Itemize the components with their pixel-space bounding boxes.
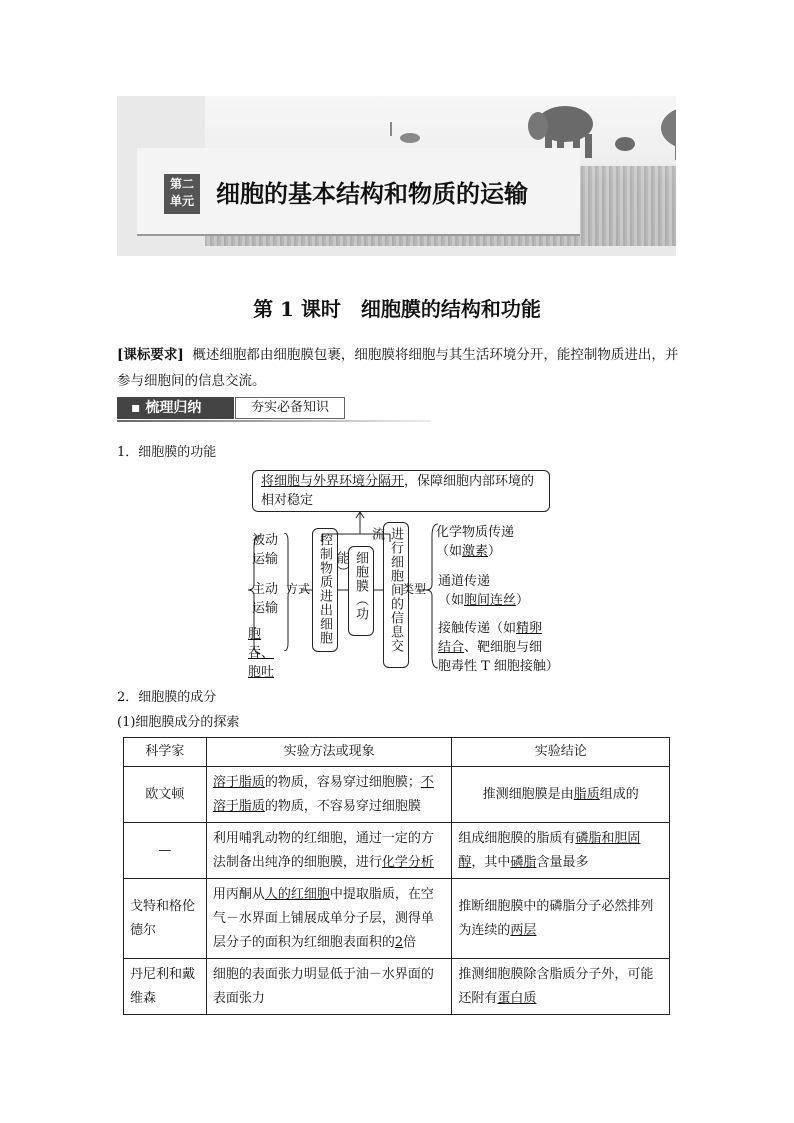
exchange-box: 进行细胞间的信息交流 bbox=[383, 522, 409, 668]
unit-badge-line1: 第二 bbox=[169, 177, 194, 191]
conclusion-text: 组成细胞膜的脂质有 bbox=[458, 830, 576, 846]
conclusion-cell bbox=[452, 767, 670, 823]
conclusion-cell bbox=[452, 879, 670, 959]
method-text: 倍 bbox=[403, 934, 417, 950]
conclusion-keyword: 磷脂和胆固醇 bbox=[458, 830, 641, 870]
table-row bbox=[124, 879, 670, 959]
method-cell: 细胞的表面张力明显低于油－水界面的表面张力 bbox=[206, 959, 452, 1015]
section-bar bbox=[117, 397, 431, 421]
channel-suffix: ） bbox=[516, 593, 530, 608]
conclusion-cell bbox=[452, 959, 670, 1015]
membrane-exploration-table bbox=[123, 737, 670, 1015]
method-cell bbox=[206, 879, 452, 959]
scientist-cell: 丹尼利和戴维森 bbox=[124, 959, 207, 1015]
conclusion-text: 推断细胞膜中的磷脂分子必然排列为连续的 bbox=[458, 898, 654, 938]
method-text: 利用哺乳动物的红细胞，通过一定的方法制备出纯净的细胞膜，进行 bbox=[212, 830, 434, 870]
conclusion-keyword: 脂质 bbox=[573, 786, 600, 802]
scientist-cell: — bbox=[124, 823, 207, 879]
chemical-suffix: ） bbox=[488, 544, 502, 559]
header-conclusion: 实验结论 bbox=[452, 738, 670, 767]
sperm-egg-keyword: 精卵 bbox=[516, 621, 543, 636]
conclusion-text: 推测细胞膜是由 bbox=[482, 786, 574, 802]
requirement-tag: [课标要求] bbox=[117, 347, 184, 363]
unit-banner bbox=[117, 96, 676, 256]
contact-line1: 接触传递（如 bbox=[438, 621, 517, 636]
conclusion-cell bbox=[452, 823, 670, 879]
conclusion-text: ，其中 bbox=[471, 854, 511, 870]
top-box-keyword: 将细胞与外界环境分隔开 bbox=[261, 474, 405, 489]
header-method: 实验方法或现象 bbox=[206, 738, 452, 767]
chemical-transfer bbox=[436, 523, 514, 561]
method-keyword: 2 bbox=[394, 934, 404, 950]
scientist-cell: 戈特和格伦德尔 bbox=[124, 879, 207, 959]
section-bar-left: ▪ 梳理归纳 bbox=[117, 397, 234, 419]
conclusion-keyword: 两层 bbox=[510, 922, 537, 938]
conclusion-text: 推测细胞膜除含脂质分子外，可能还附有 bbox=[458, 966, 654, 1006]
channel-prefix: （如 bbox=[438, 593, 465, 608]
method-keyword: 溶于脂质 bbox=[212, 774, 265, 790]
method-keyword: 不溶于脂质 bbox=[212, 774, 434, 814]
conclusion-keyword: 磷脂 bbox=[510, 854, 537, 870]
left-brace bbox=[282, 533, 290, 651]
method-text: 的物质，容易穿过细胞膜； bbox=[264, 774, 421, 790]
method-text: 的物质，不容易穿过细胞膜 bbox=[264, 798, 421, 814]
section-bar-line bbox=[117, 420, 431, 422]
header-scientist: 科学家 bbox=[124, 738, 207, 767]
section2-subheading: (1)细胞膜成分的探索 bbox=[117, 715, 240, 730]
table-row bbox=[124, 767, 670, 823]
banner-rule bbox=[137, 234, 580, 236]
scientist-cell: 欧文顿 bbox=[124, 767, 207, 823]
channel-transfer-title: 通道传递 bbox=[438, 574, 491, 589]
membrane-center-box: 细胞膜（功能） bbox=[348, 546, 374, 636]
unit-title: 细胞的基本结构和物质的运输 bbox=[216, 180, 528, 208]
method-label: 方式 bbox=[286, 582, 311, 596]
method-cell bbox=[206, 823, 452, 879]
method-text: 中提取脂质，在空气－水界面上铺展成单分子层，测得单层分子的面积为红细胞表面积的 bbox=[212, 886, 434, 950]
section1-heading: 1．细胞膜的功能 bbox=[117, 445, 217, 460]
conclusion-text: 含量最多 bbox=[536, 854, 589, 870]
contact-transfer bbox=[438, 619, 559, 676]
unit-badge-line2: 单元 bbox=[169, 194, 194, 208]
channel-transfer bbox=[438, 572, 529, 610]
curriculum-requirement bbox=[117, 342, 679, 394]
contact-line3: 胞毒性 T 细胞接触） bbox=[438, 659, 559, 674]
table-header-row bbox=[124, 738, 670, 767]
requirement-text: 概述细胞都由细胞膜包裹，细胞膜将细胞与其生活环境分开，能控制物质进出，并参与细胞间的信息交流。 bbox=[117, 347, 679, 389]
method-text: 用丙酮从 bbox=[212, 886, 265, 902]
section-bar-left-label: 梳理归纳 bbox=[145, 400, 202, 416]
method-keyword: 人的红细胞 bbox=[264, 886, 330, 902]
conclusion-text: 组成的 bbox=[599, 786, 639, 802]
top-box-text: ，保障细胞内部环境的相对稳定 bbox=[261, 474, 535, 508]
passive-transport: 被动运输 bbox=[252, 533, 279, 567]
method-keyword: 化学分析 bbox=[381, 854, 434, 870]
table-row bbox=[124, 823, 670, 879]
left-brace-svg bbox=[282, 533, 290, 651]
active-transport: 主动运输 bbox=[252, 582, 279, 616]
unit-badge bbox=[164, 174, 200, 214]
lesson-title: 第 1 课时 细胞膜的结构和功能 bbox=[253, 297, 541, 321]
table-row bbox=[124, 959, 670, 1015]
plasmodesmata-keyword: 胞间连丝 bbox=[464, 593, 517, 608]
section2-heading: 2．细胞膜的成分 bbox=[117, 690, 217, 705]
method-cell bbox=[206, 767, 452, 823]
fusion-keyword: 结合 bbox=[438, 640, 465, 655]
conclusion-keyword: 蛋白质 bbox=[497, 990, 537, 1006]
type-label: 类型 bbox=[402, 582, 427, 596]
section-bar-right: 夯实必备知识 bbox=[235, 397, 345, 419]
endo-exocytosis: 胞吞、胞吐 bbox=[248, 627, 275, 680]
control-box: 控制物质进出细胞 bbox=[312, 528, 338, 652]
chemical-prefix: （如 bbox=[436, 544, 463, 559]
contact-line2: 、靶细胞与细 bbox=[464, 640, 543, 655]
top-function-box bbox=[252, 470, 550, 512]
chemical-transfer-title: 化学物质传递 bbox=[436, 525, 515, 540]
hormone-keyword: 激素 bbox=[462, 544, 489, 559]
